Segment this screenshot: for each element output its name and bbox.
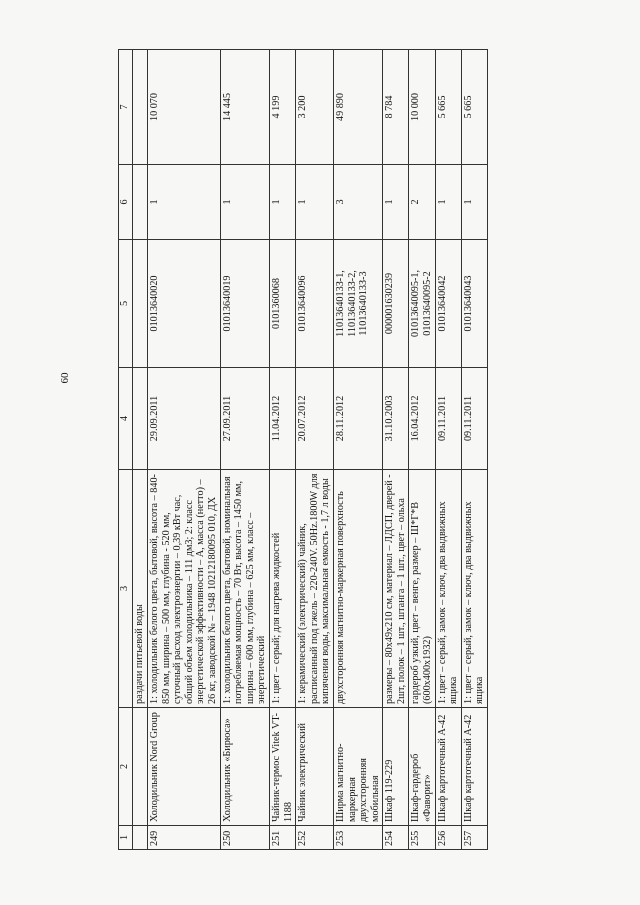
cell-description: 1: холодильник белого цвета, бытовой, высота – 840-850 мм, ширина – 500 мм, глубина - 520 мм, суточный расход электроэнергии – 0,39 кВт час, общий объем холодильника – 111 дм3; 2: класс энергетической эффективности – А, масса (нетто) – 26 кг, заводской № – 1948 10212180095 010, ДХ — [148, 470, 221, 708]
cell-quantity: 1 — [269, 165, 295, 240]
cell-number: 251 — [269, 826, 295, 850]
cell-number: 249 — [148, 826, 221, 850]
cell-cost: 10 070 — [148, 50, 221, 165]
cell-quantity: 3 — [333, 165, 382, 240]
cell-date: 09.11.2011 — [435, 368, 461, 470]
inventory-table — [118, 49, 488, 850]
cell-description: размеры – 80х49х210 см, материал – ЛДСП, дверей - 2шт, полок – 1 шт., штанга – 1 шт., цвет – ольха — [383, 470, 409, 708]
table-row — [333, 50, 382, 850]
column-header: 6 — [119, 165, 133, 240]
cell-name: Шкаф 119-229 — [383, 708, 409, 826]
cell-cost: 14 445 — [220, 50, 269, 165]
cell-number: 257 — [461, 826, 487, 850]
cell-inventory-number: 01013640095-1, 01013640095-2 — [409, 240, 435, 368]
cell-number: 252 — [296, 826, 334, 850]
cell-number: 256 — [435, 826, 461, 850]
column-header: 2 — [119, 708, 133, 826]
inventory-table-container — [118, 50, 640, 850]
cell-inventory-number: 01013640096 — [296, 240, 334, 368]
table-row — [296, 50, 334, 850]
cell-number: 255 — [409, 826, 435, 850]
cell-cost: 10 000 — [409, 50, 435, 165]
cell-name: Чайник электрический — [296, 708, 334, 826]
cell-date: 09.11.2011 — [461, 368, 487, 470]
cell-date: 28.11.2012 — [333, 368, 382, 470]
cell-date: 16.04.2012 — [409, 368, 435, 470]
cell-name: Чайник-термос Vitek VT-1188 — [269, 708, 295, 826]
cell-name: Шкаф картотечный А-42 — [435, 708, 461, 826]
cell-cost: 5 665 — [461, 50, 487, 165]
cell-cost: 49 890 — [333, 50, 382, 165]
cell-quantity: 1 — [383, 165, 409, 240]
cell-description: 1: холодильник белого цвета, бытовой, номинальная потребляемая мощность – 70 Вт, высота – 1450 мм, ширина – 600 мм, глубина – 625 мм, класс – энергетический — [220, 470, 269, 708]
cell-description: 1: цвет – серый, замок – ключ, два выдвижных ящика — [435, 470, 461, 708]
header-row — [119, 50, 133, 850]
cell-cost: 5 665 — [435, 50, 461, 165]
table-row — [435, 50, 461, 850]
cell-cost: 3 200 — [296, 50, 334, 165]
cell-name: Шкаф картотечный А-42 — [461, 708, 487, 826]
cell-number: 254 — [383, 826, 409, 850]
cell-quantity: 1 — [461, 165, 487, 240]
cell-quantity: 1 — [435, 165, 461, 240]
cell-number: 250 — [220, 826, 269, 850]
cell-inventory-number: 000001630239 — [383, 240, 409, 368]
cell-number: 253 — [333, 826, 382, 850]
page-number: 60 — [59, 372, 71, 384]
cell-name: Холодильник Nord Group — [148, 708, 221, 826]
cell-description: двухсторонняя магнитно-маркерная поверхность — [333, 470, 382, 708]
cell-description: 1: цвет – серый; для нагрева жидкостей — [269, 470, 295, 708]
cell-description: 1: керамический (электрический) чайник, расписанный под гжель – 220-240V. 50Hz.1800W для кипячения воды, максимальная емкость - 1,7 л воды — [296, 470, 334, 708]
cell-inventory-number: 01013640042 — [435, 240, 461, 368]
cell-inventory-number: 1101364013З-1, 1101364013З-2, 1101364013З-3 — [333, 240, 382, 368]
cell-quantity: 1 — [220, 165, 269, 240]
table-row — [148, 50, 221, 850]
cell-name: Ширма магнитно-маркерная двухсторонняя мобильная — [333, 708, 382, 826]
cell-description: 1: цвет – серый, замок – ключ, два выдвижных ящика — [461, 470, 487, 708]
cell-name: Холодильник «Бирюса» — [220, 708, 269, 826]
cell-inventory-number: 0101360068 — [269, 240, 295, 368]
table-row — [461, 50, 487, 850]
column-header: 4 — [119, 368, 133, 470]
column-header: 5 — [119, 240, 133, 368]
cell-quantity: 1 — [148, 165, 221, 240]
cell-quantity: 2 — [409, 165, 435, 240]
cell-cost: 8 784 — [383, 50, 409, 165]
cell-name: Шкаф-гардероб «Фаворит» — [409, 708, 435, 826]
continuation-text: раздачи питьевой воды — [133, 470, 148, 708]
table-row — [269, 50, 295, 850]
table-row — [220, 50, 269, 850]
cell-quantity: 1 — [296, 165, 334, 240]
cell-date: 20.07.2012 — [296, 368, 334, 470]
cell-date: 11.04.2012 — [269, 368, 295, 470]
cell-date: 31.10.2003 — [383, 368, 409, 470]
table-row — [383, 50, 409, 850]
continuation-row — [133, 50, 148, 850]
cell-inventory-number: 01013640019 — [220, 240, 269, 368]
cell-date: 29.09.2011 — [148, 368, 221, 470]
cell-inventory-number: 01013640020 — [148, 240, 221, 368]
column-header: 1 — [119, 826, 133, 850]
cell-date: 27.09.2011 — [220, 368, 269, 470]
cell-description: гардероб узкий, цвет – венге, размер – Ш*Г*В (600х400х1932) — [409, 470, 435, 708]
cell-cost: 4 199 — [269, 50, 295, 165]
table-row — [409, 50, 435, 850]
column-header: 3 — [119, 470, 133, 708]
column-header: 7 — [119, 50, 133, 165]
cell-inventory-number: 01013640043 — [461, 240, 487, 368]
